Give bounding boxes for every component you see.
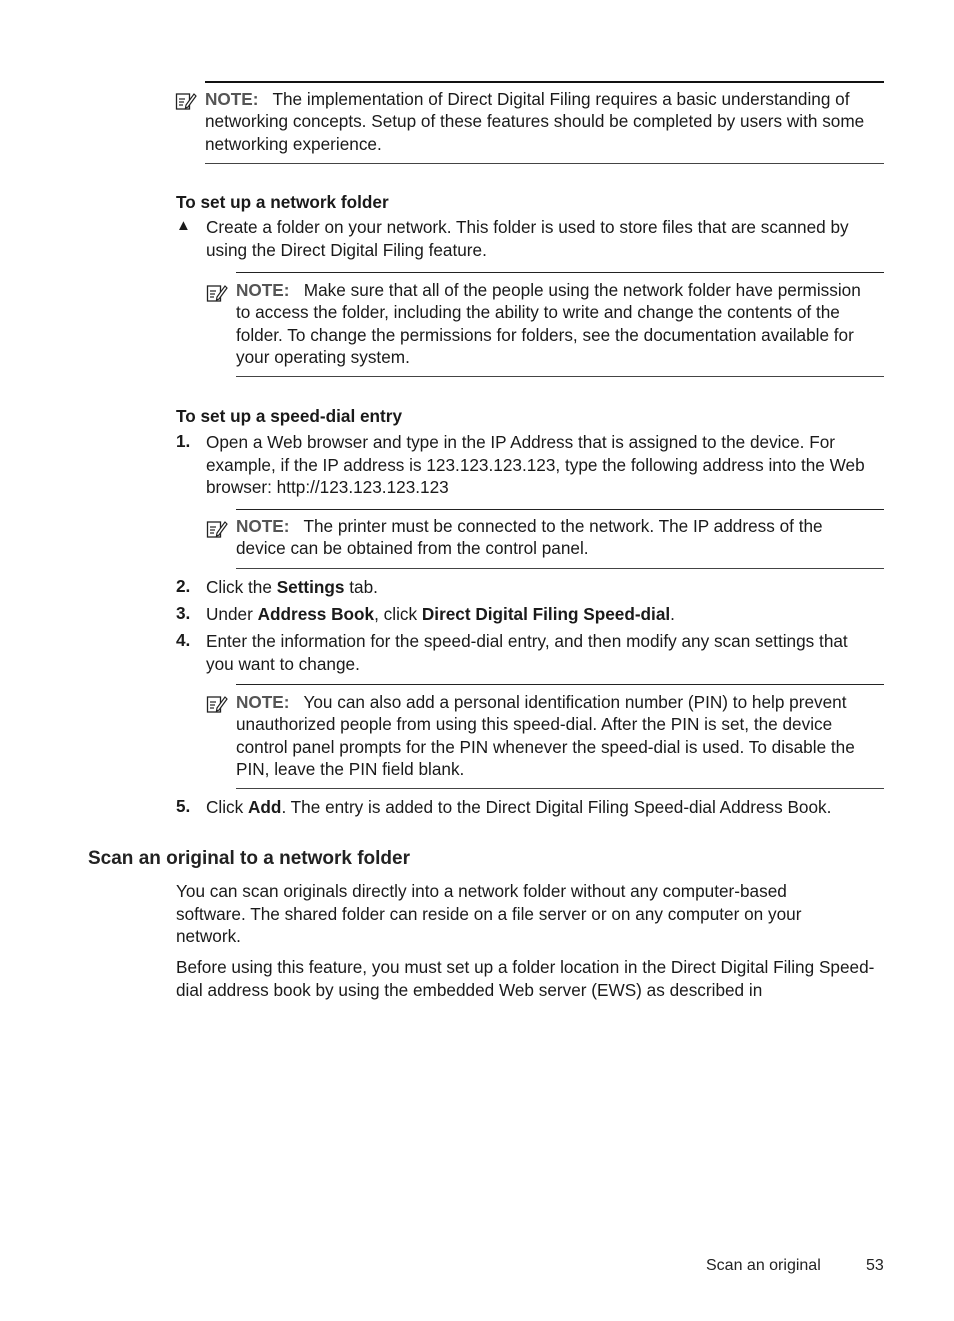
note-3-text bbox=[236, 515, 876, 560]
step-5-text bbox=[206, 796, 906, 819]
note-1-text bbox=[205, 88, 895, 155]
note-body: The printer must be connected to the network. The IP address of the device can be obtained from the control panel. bbox=[236, 516, 823, 559]
note-4-text bbox=[236, 691, 876, 781]
speed-dial-heading: To set up a speed-dial entry bbox=[176, 406, 403, 426]
step-number: 3. bbox=[176, 603, 191, 623]
step-4-text: Enter the information for the speed-dial entry, and then modify any scan settings that you want to change. bbox=[206, 631, 848, 674]
scan-para-1: You can scan originals directly into a network folder without any computer-based software. The shared folder can reside on a file server or on any computer on your network. bbox=[176, 881, 802, 947]
step-3-text bbox=[206, 603, 886, 626]
step-number: 5. bbox=[176, 796, 191, 816]
scan-para-2: Before using this feature, you must set up a folder location in the Direct Digital Filing Speed-dial address book by using the embedded Web server (EWS) as described in bbox=[176, 957, 875, 1000]
step-number: 4. bbox=[176, 630, 191, 650]
step-3-pre: Under bbox=[206, 604, 258, 624]
note-label: NOTE: bbox=[236, 516, 290, 536]
step-1-text: Open a Web browser and type in the IP Address that is assigned to the device. For example, if the IP address is 123.123.123.123, type the following address into the Web browser: http://123.123.123.123 bbox=[206, 432, 865, 498]
note-label: NOTE: bbox=[236, 280, 290, 300]
note-body: You can also add a personal identification number (PIN) to help prevent unauthorized people from using this speed-dial. After the PIN is set, the device control panel prompts for the PIN whenever the speed-dial is used. To disable the PIN, leave the PIN field blank. bbox=[236, 692, 855, 780]
note-pencil-icon bbox=[206, 694, 228, 714]
step-number: 1. bbox=[176, 431, 191, 451]
step-2-pre: Click the bbox=[206, 577, 277, 597]
note-pencil-icon bbox=[206, 519, 228, 539]
step-3-post: . bbox=[670, 604, 675, 624]
note-body: The implementation of Direct Digital Filing requires a basic understanding of networking concepts. Setup of these features should be completed by users with some networking experience. bbox=[205, 89, 865, 154]
step-2-post: tab. bbox=[344, 577, 378, 597]
speed-dial-label: Direct Digital Filing Speed-dial bbox=[421, 604, 671, 624]
note-label: NOTE: bbox=[205, 89, 259, 109]
bullet-triangle: ▲ bbox=[176, 217, 191, 234]
page-number: 53 bbox=[866, 1257, 884, 1274]
settings-tab-label: Settings bbox=[276, 577, 345, 597]
note-pencil-icon bbox=[175, 91, 197, 111]
section-heading: Scan an original to a network folder bbox=[88, 848, 410, 869]
step-3-mid: , click bbox=[374, 604, 422, 624]
address-book-label: Address Book bbox=[257, 604, 375, 624]
step-number: 2. bbox=[176, 576, 191, 596]
step-2-text bbox=[206, 576, 886, 599]
network-folder-step: Create a folder on your network. This folder is used to store files that are scanned by using the Direct Digital Filing feature. bbox=[206, 217, 849, 260]
step-5-pre: Click bbox=[206, 797, 249, 817]
network-folder-heading: To set up a network folder bbox=[176, 192, 389, 212]
note-body: Make sure that all of the people using the network folder have permission to access the folder, including the ability to write and change the contents of the folder. To change the permissions for folders, see the documentation available for your operating system. bbox=[236, 280, 861, 368]
step-5-post: . The entry is added to the Direct Digital Filing Speed-dial Address Book. bbox=[281, 797, 832, 817]
note-2-text bbox=[236, 279, 876, 369]
footer-section-name: Scan an original bbox=[706, 1257, 821, 1274]
note-pencil-icon bbox=[206, 283, 228, 303]
add-label: Add bbox=[248, 797, 282, 817]
note-label: NOTE: bbox=[236, 692, 290, 712]
